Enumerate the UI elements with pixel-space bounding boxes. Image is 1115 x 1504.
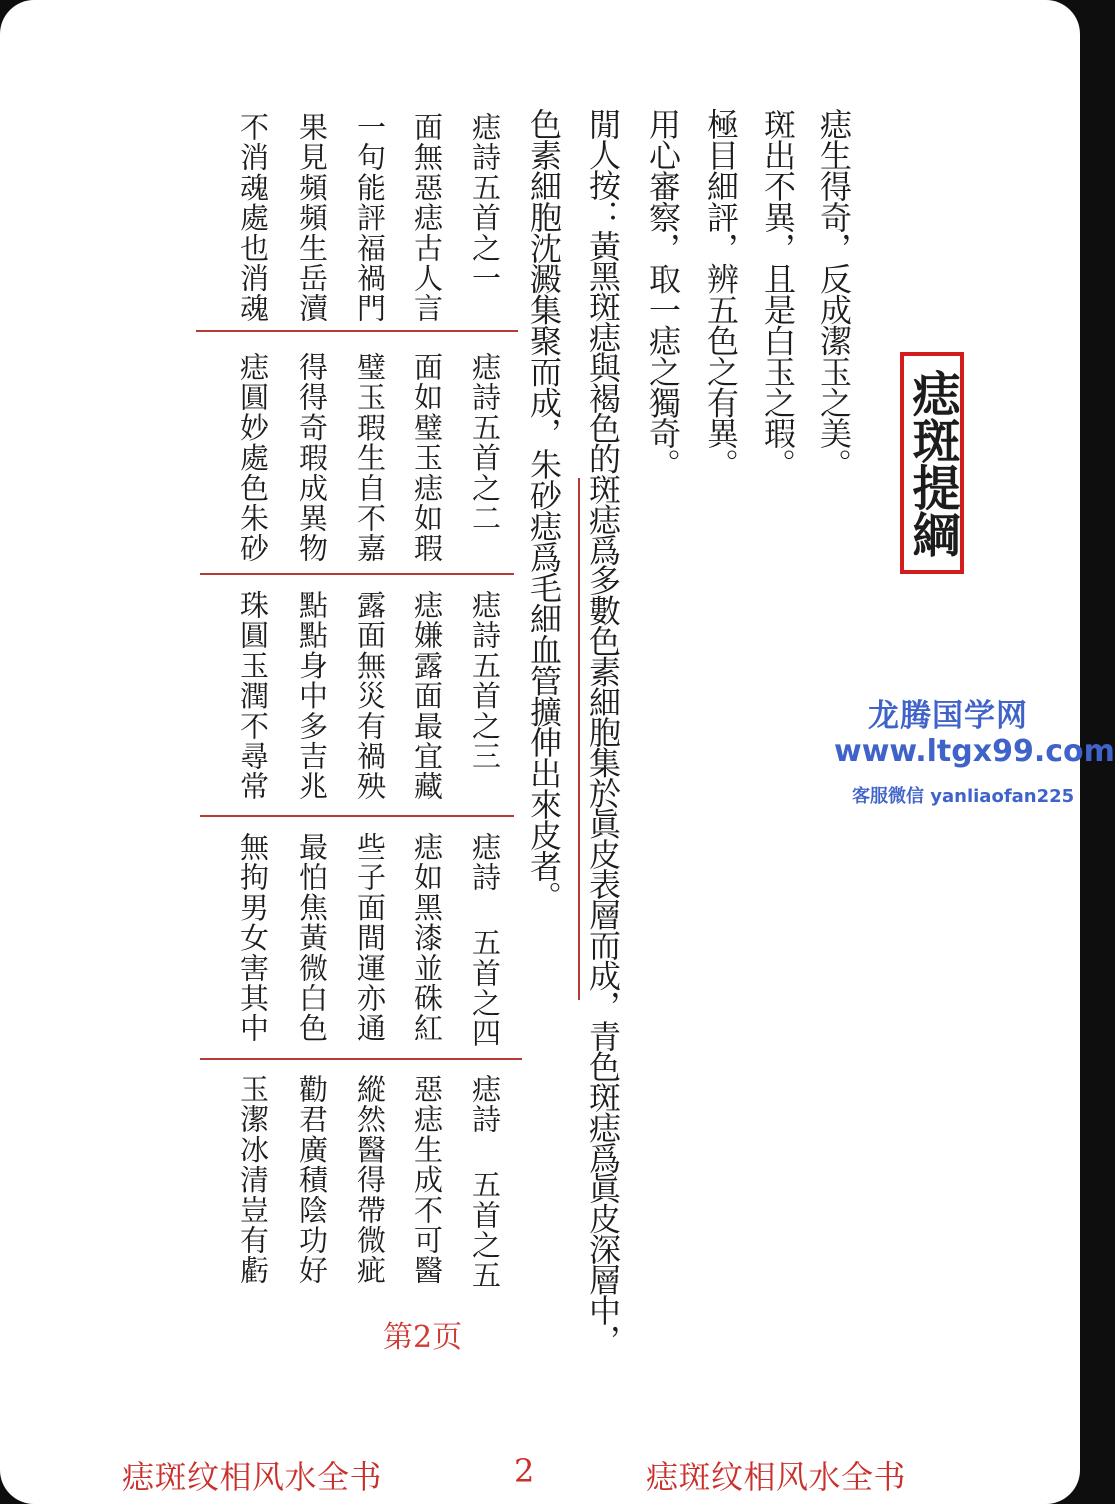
- poem-2-line-2: 璧玉瑕生自不嘉: [353, 352, 387, 564]
- intro-line-1: 痣生得奇，反成潔玉之美。: [815, 108, 853, 479]
- poem-2-line-4: 痣圓妙處色朱砂: [236, 352, 270, 564]
- poem-4-line-1: 痣如黑漆並硃紅: [410, 832, 444, 1044]
- footer-book-title-left: 痣斑纹相风水全书: [122, 1458, 383, 1496]
- poem-4-line-4: 無拘男女害其中: [236, 832, 270, 1044]
- intro-line-3: 極目細評，辨五色之有異。: [702, 108, 740, 479]
- poem-3-line-4: 珠圓玉潤不尋常: [236, 590, 270, 802]
- poem-2-line-3: 得得奇瑕成異物: [295, 352, 329, 564]
- poem-3-line-1: 痣嫌露面最宜藏: [410, 590, 444, 802]
- poem-4-line-2: 些子面間運亦通: [353, 832, 387, 1044]
- section-title-box: [900, 352, 964, 574]
- poem-5-line-3: 勸君廣積陰功好: [295, 1074, 329, 1286]
- note-column-1: 閒人按：黃黑斑痣與褐色的斑痣爲多數色素細胞集於眞皮表層而成，青色斑痣爲眞皮深層中，: [584, 108, 622, 1355]
- poem-5-line-4: 玉潔冰清豈有虧: [236, 1074, 270, 1286]
- poem-1-line-2: 一句能評福禍門: [353, 112, 387, 324]
- poem-divider-1: [196, 330, 518, 332]
- poem-2-heading: 痣詩五首之二: [468, 352, 502, 534]
- intro-line-2: 斑出不異，且是白玉之瑕。: [759, 108, 797, 479]
- poem-divider-2: [200, 573, 514, 575]
- footer-page-number: 2: [514, 1452, 535, 1490]
- section-title: 痣斑提綱: [904, 369, 960, 557]
- poem-4-heading: 痣詩 五首之四: [468, 832, 502, 1049]
- poem-3-line-2: 露面無災有禍殃: [353, 590, 387, 802]
- poem-1-line-4: 不消魂處也消魂: [236, 112, 270, 324]
- page-label: 第2页: [383, 1320, 463, 1355]
- poem-5-heading: 痣詩 五首之五: [468, 1074, 502, 1291]
- poem-3-line-3: 點點身中多吉兆: [295, 590, 329, 802]
- poem-4-line-3: 最怕焦黃微白色: [295, 832, 329, 1044]
- poem-divider-4: [200, 1058, 522, 1060]
- poem-divider-3: [200, 815, 514, 817]
- watermark-contact: 客服微信 yanliaofan225: [852, 786, 1075, 807]
- watermark-url: www.ltgx99.com: [834, 734, 1115, 769]
- poem-3-heading: 痣詩五首之三: [468, 590, 502, 772]
- poem-1-line-3: 果見頻頻生岳瀆: [295, 112, 329, 324]
- poem-2-line-1: 面如璧玉痣如瑕: [410, 352, 444, 564]
- note-underline: [578, 478, 580, 1000]
- poem-5-line-1: 惡痣生成不可醫: [410, 1074, 444, 1286]
- note-column-2: 色素細胞沈澱集聚而成，朱砂痣爲毛細血管擴伸出來皮者。: [525, 108, 563, 912]
- intro-line-4: 用心審察，取一痣之獨奇。: [644, 108, 682, 479]
- watermark-site-name: 龙腾国学网: [868, 698, 1028, 734]
- poem-5-line-2: 縱然醫得帶微疵: [353, 1074, 387, 1286]
- footer-book-title-right: 痣斑纹相风水全书: [646, 1458, 907, 1496]
- poem-1-line-1: 面無惡痣古人言: [410, 112, 444, 324]
- poem-1-heading: 痣詩五首之一: [468, 112, 502, 294]
